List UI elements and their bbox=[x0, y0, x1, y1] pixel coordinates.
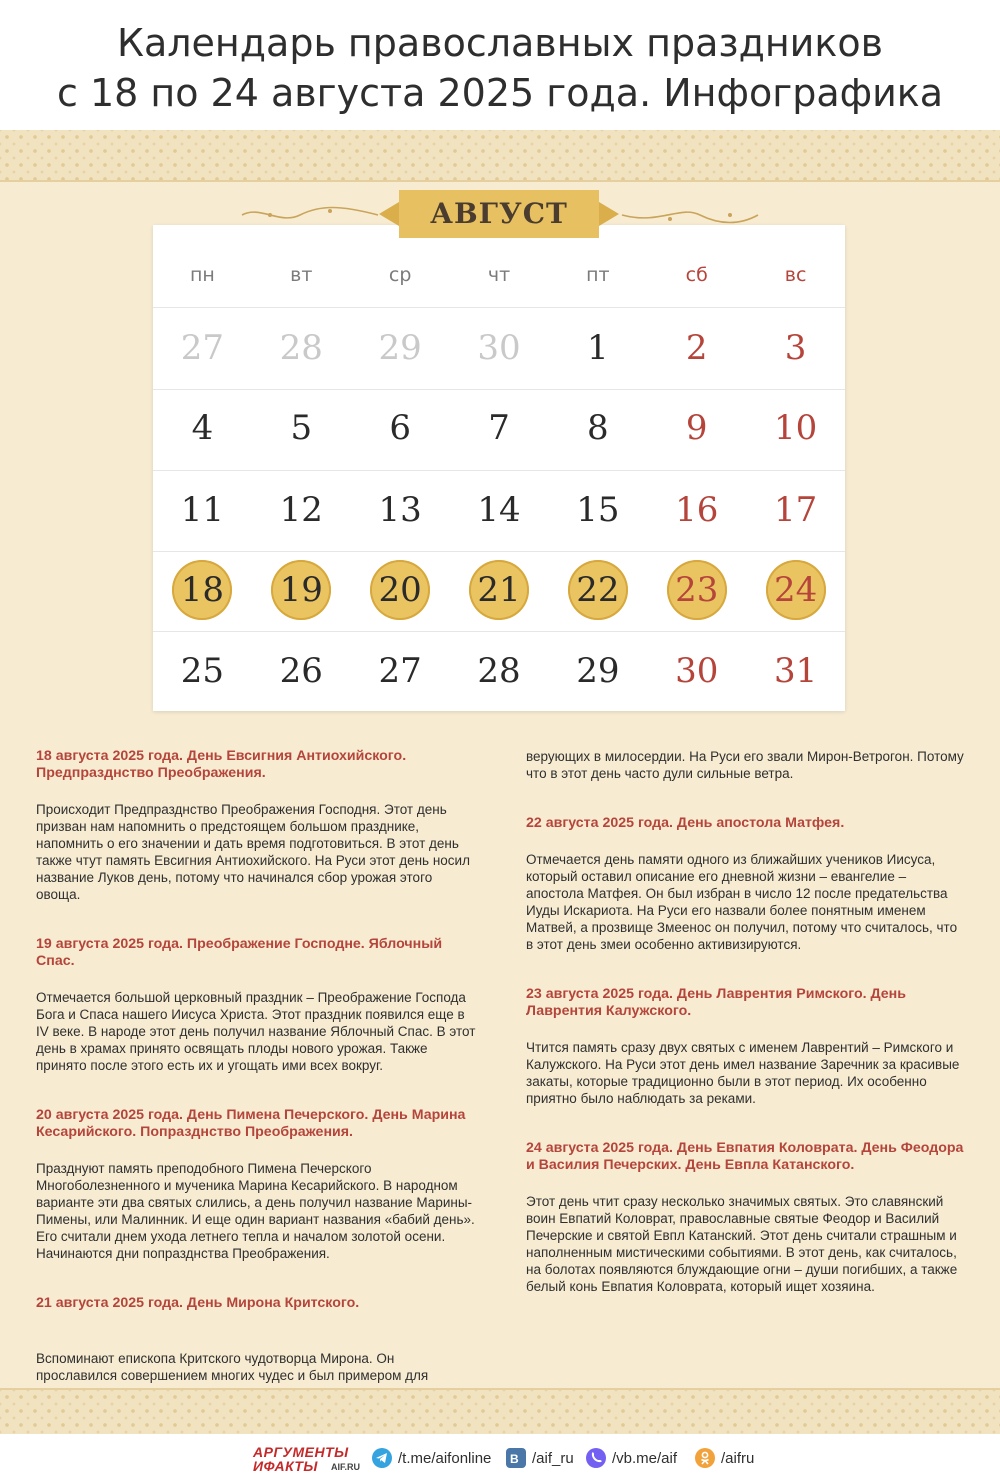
vk-link[interactable] bbox=[506, 1446, 574, 1470]
day-number: 19 bbox=[279, 570, 323, 610]
day-cell: 11 bbox=[180, 490, 225, 530]
odnoklassniki-label: /aifru bbox=[721, 1449, 755, 1467]
day-cell: 25 bbox=[180, 651, 225, 691]
day-number: 18 bbox=[180, 570, 225, 610]
day-cell-weekend: 31 bbox=[773, 651, 818, 691]
title-line-2: с 18 по 24 августа 2025 года. Инфографика bbox=[56, 71, 944, 115]
day-number: 22 bbox=[576, 570, 620, 610]
day-cell-weekend: 2 bbox=[685, 328, 708, 368]
ribbon-tail-right bbox=[599, 202, 619, 226]
event-21-heading: 21 августа 2025 года. День Мирона Критского. bbox=[36, 1295, 360, 1311]
weekday-label-weekend: вс bbox=[784, 264, 807, 286]
day-cell: 7 bbox=[488, 408, 510, 448]
day-cell-weekend: 3 bbox=[784, 328, 807, 368]
day-cell: 27 bbox=[378, 651, 422, 691]
events-column-right bbox=[526, 748, 966, 1295]
swirl-ornament-right-icon bbox=[620, 203, 760, 227]
event-18-text: Происходит Предпразднство Преображения Господня. Этот день призван нам напомнить о предстоящем большом празднике, напомнить о его значении и дать время подготовиться. В этот день также чтут память Евсигния Антиохийского. На Руси этот день носил название Луков день, потому что начинался сбор урожая этого овоща. bbox=[36, 802, 470, 902]
ornament-band-bottom bbox=[0, 1388, 1000, 1434]
event-21-text-part2: верующих в милосердии. На Руси его звали Мирон-Ветрогон. Потому что в этот день часто дули сильные ветра. bbox=[526, 749, 964, 781]
day-number: 20 bbox=[378, 570, 422, 610]
day-cell-weekend: 30 bbox=[675, 651, 719, 691]
week-row-3 bbox=[153, 470, 845, 550]
vk-icon bbox=[506, 1448, 526, 1468]
day-cell-highlighted bbox=[153, 550, 252, 630]
telegram-label: /t.me/aifonline bbox=[398, 1449, 492, 1467]
logo-text-bottom: ИФАКТЫ bbox=[253, 1458, 318, 1474]
viber-link[interactable] bbox=[586, 1446, 677, 1470]
event-24-heading: 24 августа 2025 года. День Евпатия Коловрата. День Феодора и Василия Печерских. День Евпла Катанского. bbox=[526, 1140, 964, 1173]
day-cell-weekend: 17 bbox=[773, 490, 818, 530]
title-line-1: Календарь православных праздников bbox=[117, 21, 883, 65]
day-cell-weekend: 9 bbox=[685, 408, 708, 448]
event-21-text-part1: Вспоминают епископа Критского чудотворца Мирона. Он прославился совершением многих чудес и был примером для bbox=[36, 1351, 429, 1383]
odnoklassniki-link[interactable] bbox=[695, 1446, 754, 1470]
day-cell-highlighted bbox=[351, 550, 450, 630]
events-column-left bbox=[36, 748, 476, 1384]
month-label: АВГУСТ bbox=[399, 190, 599, 238]
day-cell: 26 bbox=[279, 651, 323, 691]
day-cell-prev-month: 28 bbox=[279, 328, 323, 368]
page-title bbox=[0, 18, 1000, 118]
day-cell: 1 bbox=[587, 328, 609, 368]
day-cell: 4 bbox=[191, 408, 214, 448]
day-cell: 5 bbox=[290, 408, 313, 448]
calendar bbox=[153, 225, 845, 711]
svg-text:B: B bbox=[510, 1452, 519, 1466]
week-row-1 bbox=[153, 308, 845, 388]
viber-label: /vb.me/aif bbox=[612, 1449, 678, 1467]
weekday-label: ср bbox=[388, 264, 412, 286]
weekday-label: пт bbox=[586, 264, 610, 286]
day-cell: 6 bbox=[389, 408, 411, 448]
vk-label: /aif_ru bbox=[532, 1449, 574, 1467]
telegram-icon bbox=[372, 1448, 392, 1468]
footer bbox=[0, 1438, 1000, 1478]
event-20-heading: 20 августа 2025 года. День Пимена Печерского. День Марина Кесарийского. Попразднство Преображения. bbox=[36, 1107, 466, 1140]
event-23-heading: 23 августа 2025 года. День Лаврентия Римского. День Лаврентия Калужского. bbox=[526, 986, 906, 1019]
day-number: 23 bbox=[675, 570, 719, 610]
event-23-text: Чтится память сразу двух святых с именем Лаврентий – Римского и Калужского. На Руси этот день имел название Заречник за красивые закаты, которые традиционно были в этот период. Их особенно приятно было наблюдать за реками. bbox=[526, 1040, 960, 1106]
event-18-heading: 18 августа 2025 года. День Евсигния Антиохийского. Предпразднство Преображения. bbox=[36, 748, 407, 781]
day-cell-highlighted-weekend bbox=[746, 550, 845, 630]
day-cell-prev-month: 29 bbox=[378, 328, 422, 368]
week-row-2 bbox=[153, 388, 845, 468]
day-number: 21 bbox=[477, 570, 521, 610]
weekday-label: чт bbox=[487, 264, 511, 286]
week-row-4-highlighted bbox=[153, 550, 845, 630]
day-cell-highlighted bbox=[548, 550, 647, 630]
day-cell: 28 bbox=[477, 651, 521, 691]
event-19-text: Отмечается большой церковный праздник – Преображение Господа Бога и Спаса нашего Иисуса Христа. Этот праздник появился еще в IV веке. В народе этот день получил название Яблочный Спас. В этот день в храмах принято освящать плоды нового урожая. Также принято после этого есть их и угощать ими всех вокруг. bbox=[36, 990, 476, 1073]
event-22-text: Отмечается день памяти одного из ближайших учеников Иисуса, который оставил описание его дневной жизни – евангелие – апостола Матфея. Он был избран в число 12 после предательства Иуды Искариота. На Руси его назвали более понятным именем Матвей, а прозвище Змееноc он получил, потому что считалось, что в этот день змеи особенно активизируются. bbox=[526, 852, 958, 952]
weekday-label: пн bbox=[190, 264, 215, 286]
day-cell: 12 bbox=[279, 490, 323, 530]
day-cell: 29 bbox=[576, 651, 620, 691]
event-19-heading: 19 августа 2025 года. Преображение Господне. Яблочный Спас. bbox=[36, 936, 443, 969]
day-cell-highlighted-weekend bbox=[647, 550, 746, 630]
ornament-band-top bbox=[0, 130, 1000, 182]
day-cell-prev-month: 30 bbox=[477, 328, 521, 368]
day-cell-prev-month: 27 bbox=[180, 328, 225, 368]
logo-domain: AIF.RU bbox=[331, 1462, 360, 1472]
weekday-label-weekend: сб bbox=[685, 264, 708, 286]
weekday-label: вт bbox=[290, 264, 313, 286]
day-cell-highlighted bbox=[252, 550, 351, 630]
day-cell-weekend: 16 bbox=[675, 490, 719, 530]
day-cell: 14 bbox=[477, 490, 521, 530]
week-row-5 bbox=[153, 631, 845, 711]
logo-text-top: АРГУМЕНТЫ bbox=[253, 1444, 349, 1460]
day-cell: 15 bbox=[576, 490, 620, 530]
day-cell-highlighted bbox=[450, 550, 549, 630]
day-cell: 8 bbox=[587, 408, 609, 448]
swirl-ornament-left-icon bbox=[240, 203, 380, 227]
telegram-link[interactable] bbox=[372, 1446, 491, 1470]
day-cell-weekend: 10 bbox=[773, 408, 818, 448]
event-20-text: Празднуют память преподобного Пимена Печерского Многоболезненного и мученика Марина Кесарийского. В народном варианте эти два святых слились, а день получил название Марины-Пимены, или Малинник. И еще один вариант названия «бабий день». Его считали днем ухода летнего тепла и началом золотой осени. Начинаются дни попразднства Преображения. bbox=[36, 1161, 475, 1261]
day-number: 24 bbox=[773, 570, 818, 610]
ribbon-tail-left bbox=[379, 202, 399, 226]
event-22-heading: 22 августа 2025 года. День апостола Матфея. bbox=[526, 815, 845, 831]
event-24-text: Этот день чтит сразу несколько значимых святых. Это славянский воин Евпатий Коловрат, православные святые Феодор и Василий Печерские и святой Евпл Катанский. Этот день считали страшным и наполненным мистическими событиями. В этот день, как считалось, на болотах появляются блуждающие огни – души погибших, а также белый конь Евпатия Коловрата, который ищет хозяина. bbox=[526, 1194, 958, 1294]
viber-icon bbox=[586, 1448, 606, 1468]
day-cell: 13 bbox=[378, 490, 422, 530]
aif-logo[interactable] bbox=[253, 1442, 365, 1476]
odnoklassniki-icon bbox=[695, 1448, 715, 1468]
